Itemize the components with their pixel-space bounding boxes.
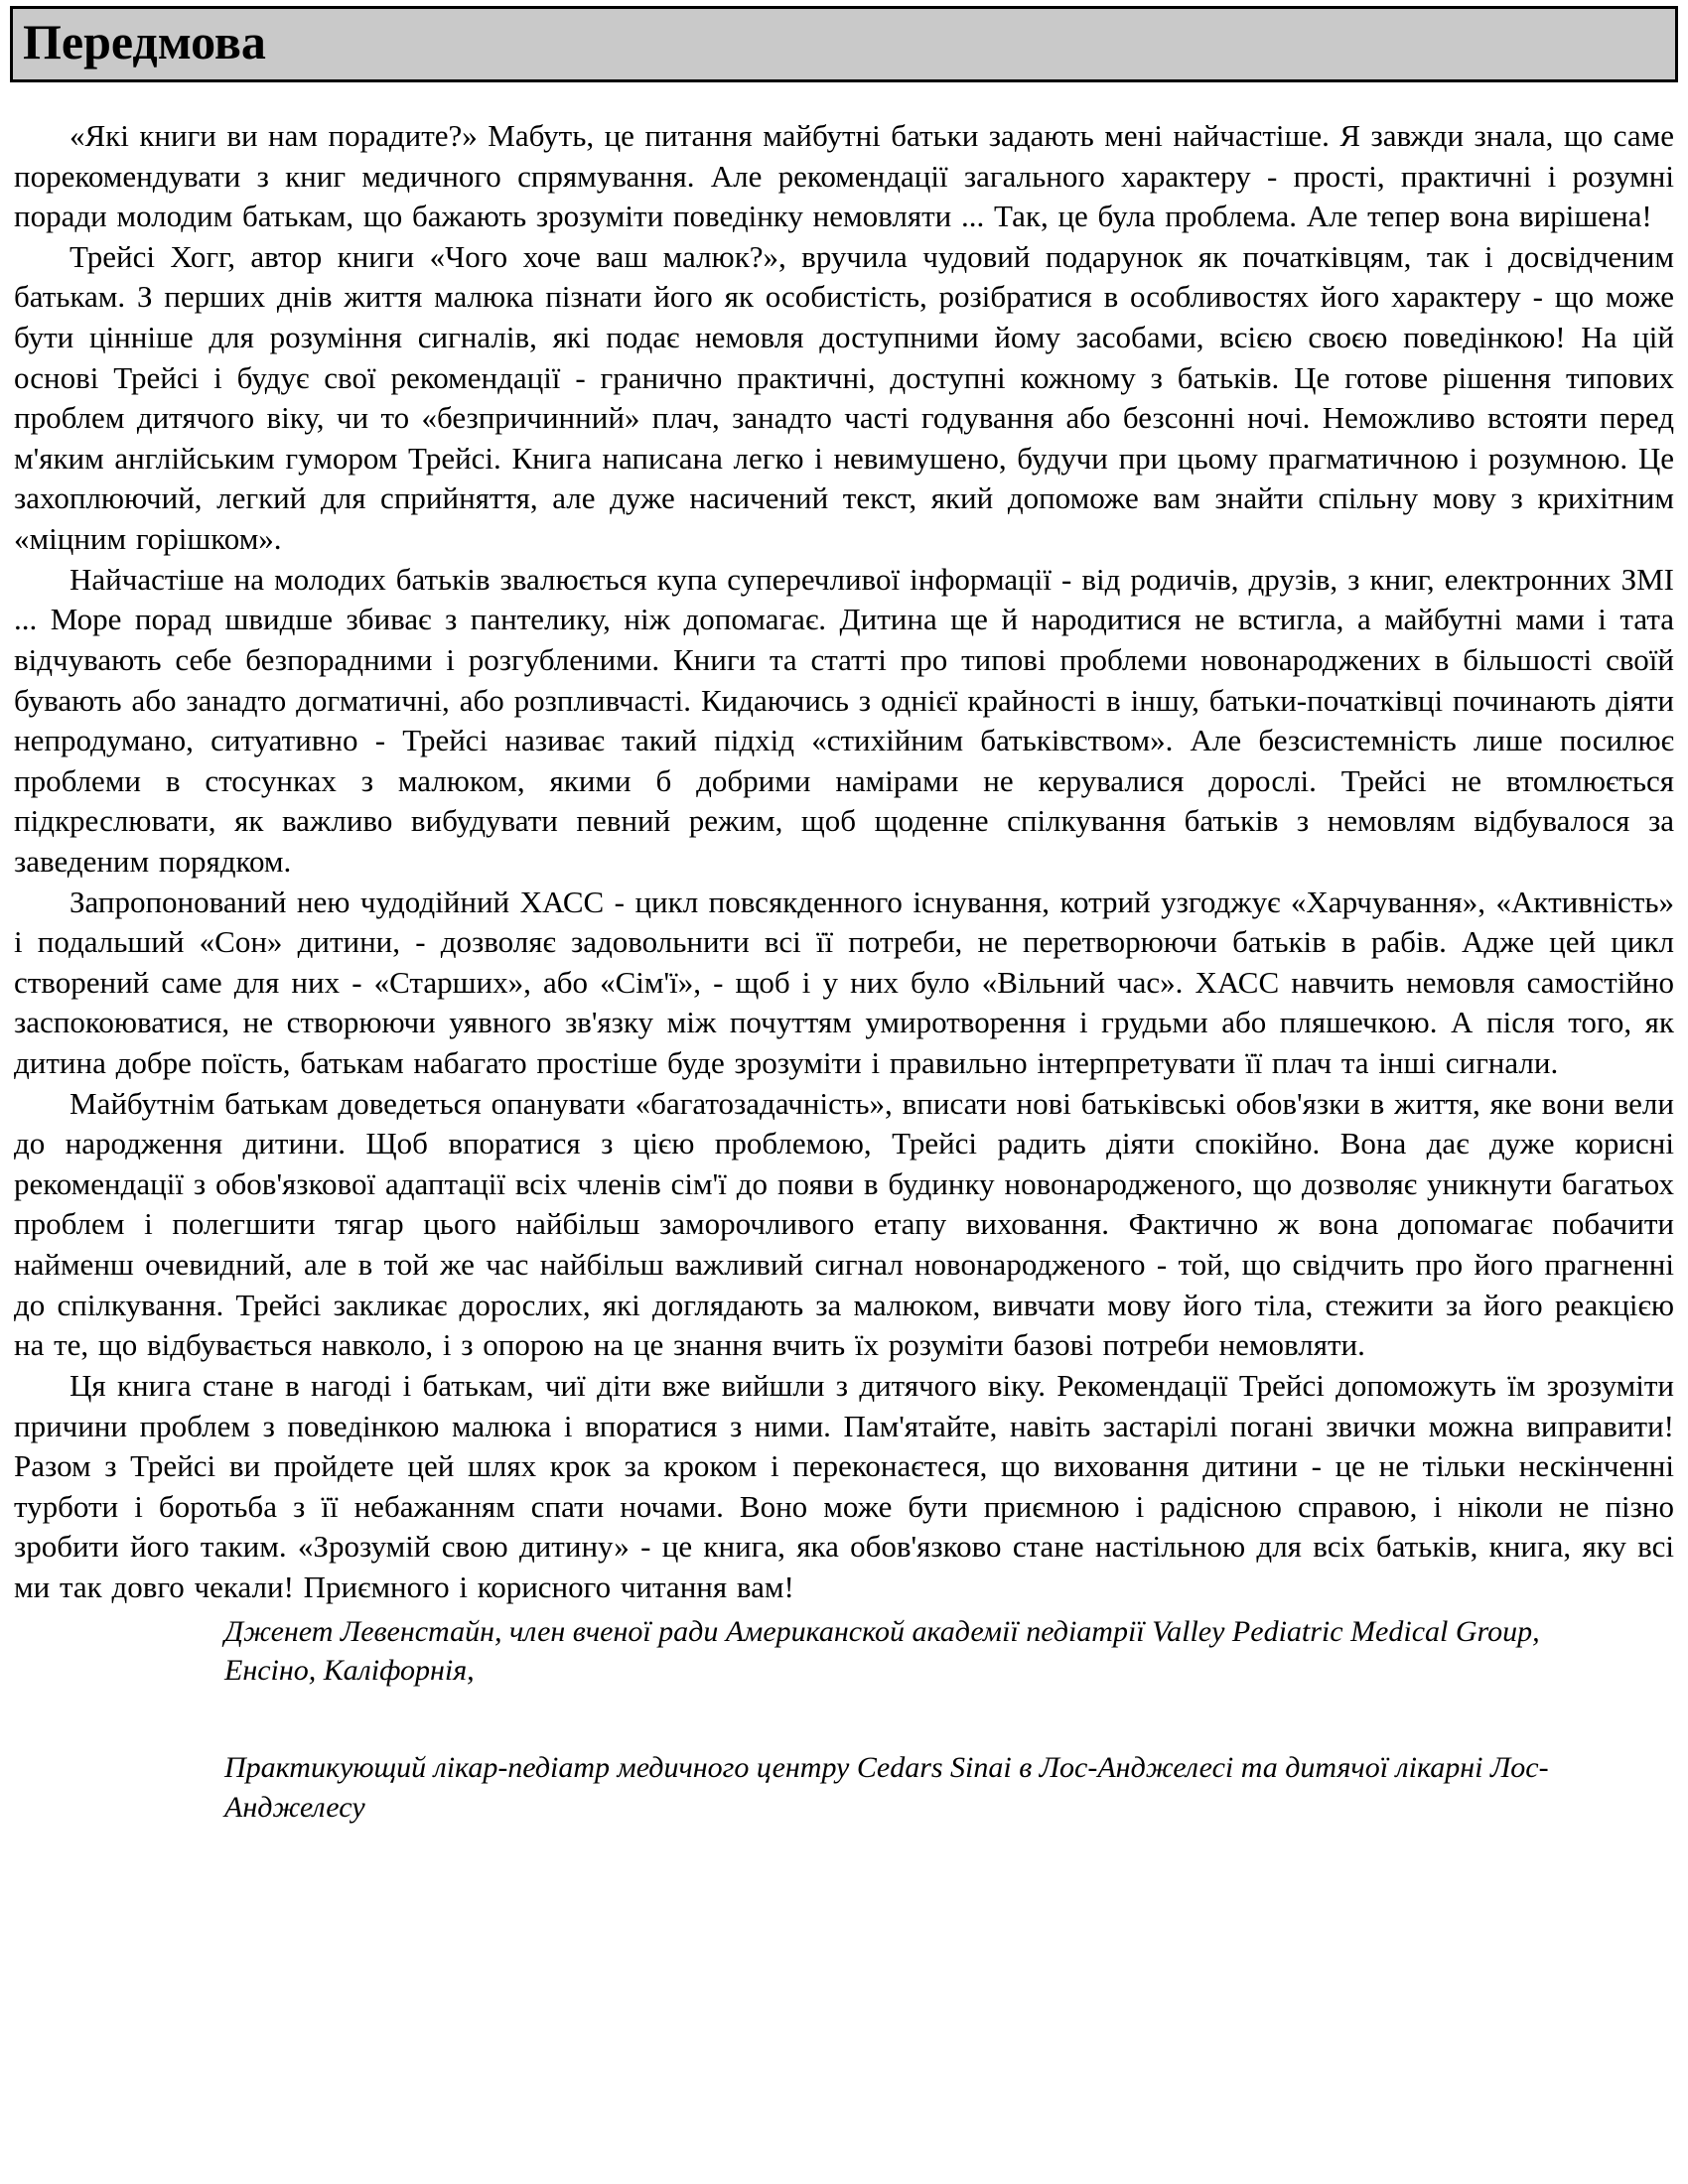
paragraph: Запропонований нею чудодійний ХАСС - цикл повсякденного існування, котрий узгоджує «Харчування», «Активність» і подальший «Сон» дитини, - дозволяє задовольнити всі її потреби, не перетворюючи батьків в рабів. Адже цей цикл створений саме для них - «Старших», або «Сім'ї», - щоб і у них було «Вільний час». ХАСС навчить немовля самостійно заспокоюватися, не створюючи уявного зв'язку між почуттям умиротворення і грудьми або пляшечкою. А після того, як дитина добре поїсть, батькам набагато простіше буде зрозуміти і правильно інтерпретувати її плач та інші сигнали. xyxy=(14,884,1674,1081)
signature-block xyxy=(224,1612,1585,1829)
body-text xyxy=(10,116,1678,1828)
paragraph: «Які книги ви нам порадите?» Мабуть, це питання майбутні батьки задають мені найчастіше. Я завжди знала, що саме порекомендувати з книг медичного спрямування. Але рекомендації загального характеру - прості, практичні і розумні поради молодим батькам, що бажають зрозуміти поведінку немовляти ... Так, це була проблема. Але тепер вона вирішена! xyxy=(14,118,1674,234)
signature-author: Дженет Левенстайн, член вченої ради Американской академії педіатрії Valley Pediatric Medical Group, Енсіно, Каліфорнія, xyxy=(224,1614,1540,1688)
section-title-bar xyxy=(10,6,1678,82)
paragraph: Трейсі Хогг, автор книги «Чого хоче ваш малюк?», вручила чудовий подарунок як початківцям, так і досвідченим батькам. З перших днів життя малюка пізнати його як особистість, розібратися в особливостях його характеру - що може бути цінніше для розуміння сигналів, які подає немовля доступними йому засобами, всією своєю поведінкою! На цій основі Трейсі і будує свої рекомендації - гранично практичні, доступні кожному з батьків. Це готове рішення типових проблем дитячого віку, чи то «безпричинний» плач, занадто часті годування або безсонні ночі. Неможливо встояти перед м'яким англійським гумором Трейсі. Книга написана легко і невимушено, будучи при цьому прагматичною і розумною. Це захоплюючий, легкий для сприйняття, але дуже насичений текст, який допоможе вам знайти спільну мову з крихітним «міцним горішком». xyxy=(14,238,1674,557)
paragraph: Ця книга стане в нагоді і батькам, чиї діти вже вийшли з дитячого віку. Рекомендації Трейсі допоможуть їм зрозуміти причини проблем з поведінкою малюка і впоратися з ними. Пам'ятайте, навіть застарілі погані звички можна виправити! Разом з Трейсі ви пройдете цей шлях крок за кроком і переконаєтеся, що виховання дитини - це не тільки нескінченні турботи і боротьба з її небажанням спати ночами. Воно може бути приємною і радісною справою, і ніколи не пізно зробити його таким. «Зрозумій свою дитину» - це книга, яка обов'язково стане настільною для всіх батьків, книга, яку всі ми так довго чекали! Приємного і корисного читання вам! xyxy=(14,1367,1674,1604)
paragraph: Майбутнім батькам доведеться опанувати «багатозадачність», вписати нові батьківські обов'язки в життя, яке вони вели до народження дитини. Щоб впоратися з цією проблемою, Трейсі радить діяти спокійно. Вона дає дуже корисні рекомендації з обов'язкової адаптації всіх членів сім'ї до появи в будинку новонародженого, що дозволяє уникнути багатьох проблем і полегшити тягар цього найбільш заморочливого етапу виховання. Фактично ж вона допомагає побачити найменш очевидний, але в той же час найбільш важливий сигнал новонародженого - той, що свідчить про його прагненні до спілкування. Трейсі закликає дорослих, які доглядають за малюком, вивчати мову його тіла, стежити за його реакцією на те, що відбувається навколо, і з опорою на це знання вчить їх розуміти базові потреби немовляти. xyxy=(14,1085,1674,1363)
paragraph: Найчастіше на молодих батьків звалюється купа суперечливої інформації - від родичів, друзів, з книг, електронних ЗМІ ... Море порад швидше збиває з пантелику, ніж допомагає. Дитина ще й народитися не встигла, а майбутні мами і тата відчувають себе безпорадними і розгубленими. Книги та статті про типові проблеми новонароджених в більшості своїй бувають або занадто догматичні, або розпливчасті. Кидаючись з однієї крайності в іншу, батьки-початківці починають діяти непродумано, ситуативно - Трейсі називає такий підхід «стихійним батьківством». Але безсистемність лише посилює проблеми в стосунках з малюком, якими б добрими намірами не керувалися дорослі. Трейсі не втомлюється підкреслювати, як важливо вибудувати певний режим, щоб щоденне спілкування батьків з немовлям відбувалося за заведеним порядком. xyxy=(14,561,1674,879)
signature-credentials: Практикующий лікар-педіатр медичного центру Cedars Sinai в Лос-Анджелесі та дитячої лікарні Лос-Анджелесу xyxy=(224,1751,1549,1825)
page-title: Передмова xyxy=(23,14,266,69)
